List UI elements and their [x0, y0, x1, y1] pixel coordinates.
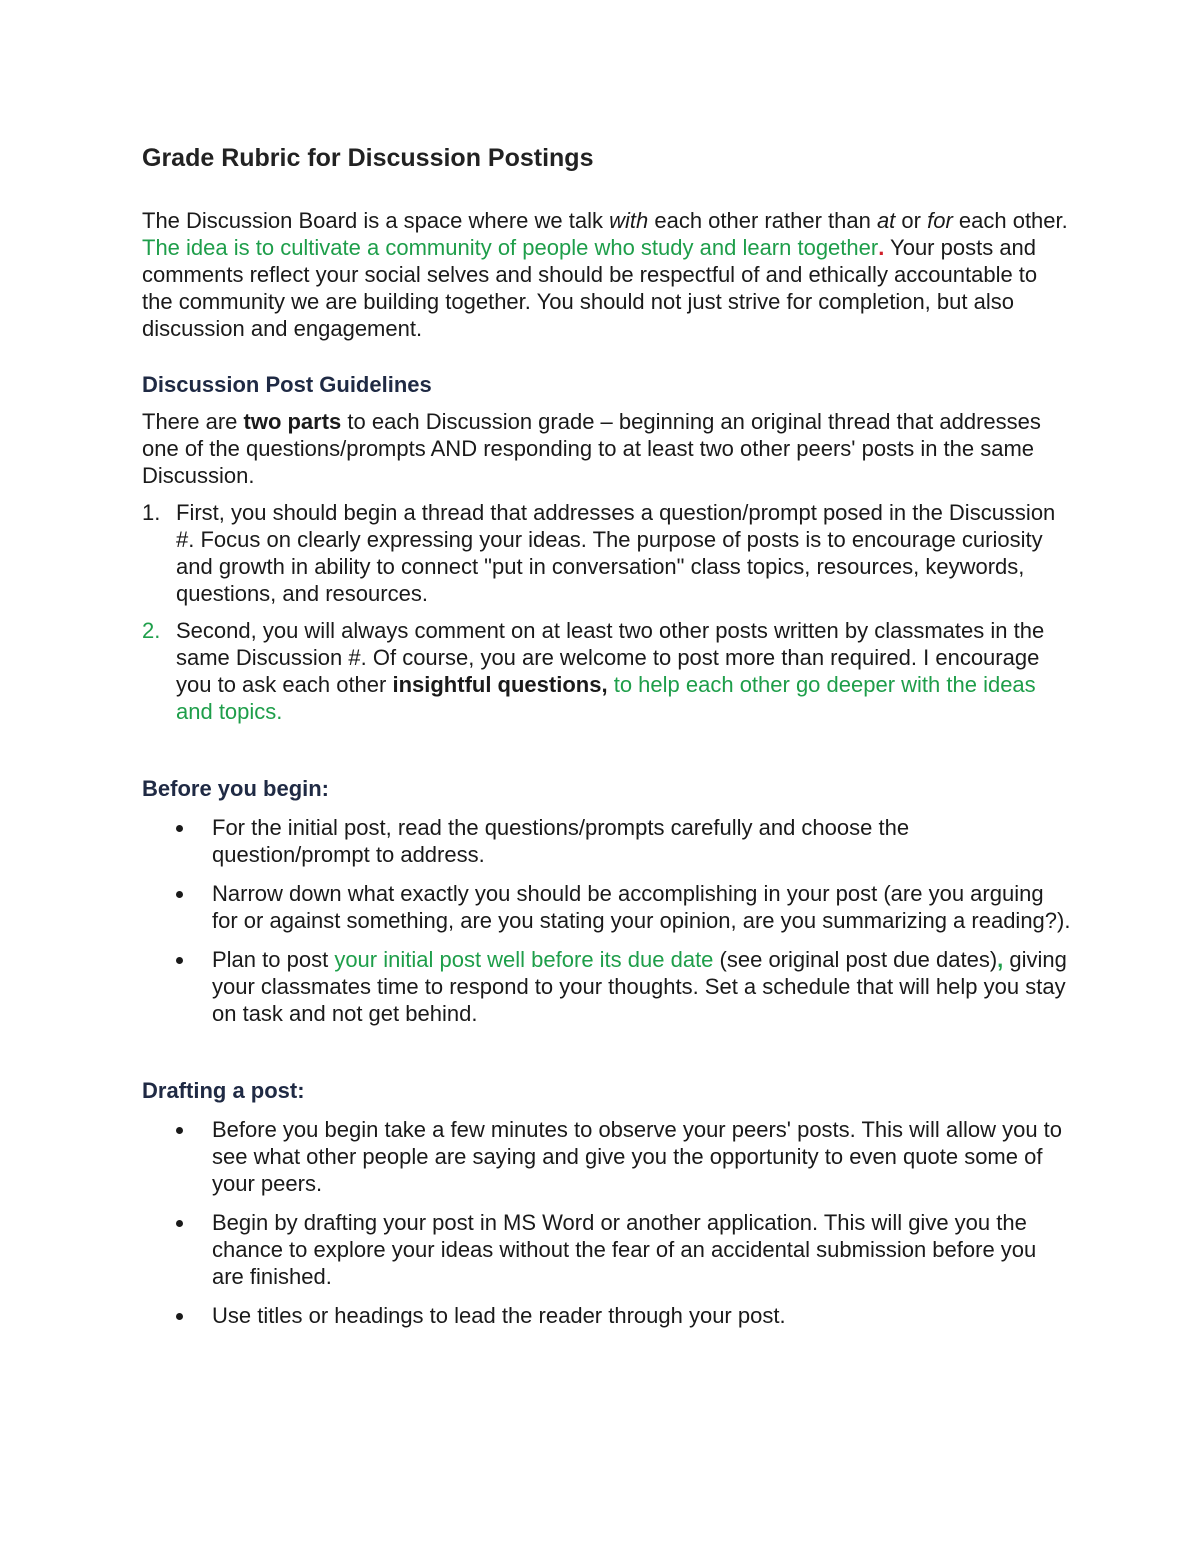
list-item [142, 617, 1072, 725]
drafting-heading: Drafting a post: [142, 1078, 305, 1103]
list-marker: 2. [142, 618, 161, 643]
guidelines-paragraph [142, 408, 1072, 489]
intro-text-1: The Discussion Board is a space where we talk [142, 208, 610, 233]
list-item [142, 1302, 1072, 1329]
guidelines-heading: Discussion Post Guidelines [142, 372, 432, 397]
list-item [142, 946, 1072, 1027]
intro-text-2: each other rather than [648, 208, 877, 233]
list-item [142, 814, 1072, 868]
intro-highlight: The idea is to cultivate a community of people who study and learn together [142, 235, 879, 260]
intro-italic-with: with [609, 208, 649, 233]
intro-paragraph [142, 207, 1072, 342]
list-item-text: Use titles or headings to lead the reader through your post. [212, 1303, 786, 1328]
list-item-text: For the initial post, read the questions/prompts carefully and choose the question/prompt to address. [212, 815, 910, 867]
intro-red-period: . [878, 235, 885, 260]
list-item-text: Narrow down what exactly you should be accomplishing in your post (are you arguing for or against something, are you stating your opinion, are you summarizing a reading?). [212, 881, 1071, 933]
list-item [142, 1116, 1072, 1197]
bullet-icon [176, 825, 183, 832]
intro-italic-at: at [876, 208, 896, 233]
list-item [142, 499, 1072, 607]
bullet-icon [176, 891, 183, 898]
list-item [142, 880, 1072, 934]
list-item-text: First, you should begin a thread that addresses a question/prompt posed in the Discussion #. Focus on clearly expressing your ideas. The purpose of posts is to encourage curiosity and growth in ability to connect "put in conversation" class topics, resources, keywords, questions, and resources. [176, 500, 1056, 606]
intro-text-4: each other. [952, 208, 1068, 233]
list-item-text: Begin by drafting your post in MS Word or another application. This will give you the chance to explore your ideas without the fear of an accidental submission before you are finished. [212, 1210, 1037, 1289]
drafting-list [142, 1116, 1072, 1329]
list-item-comma: , [601, 672, 608, 697]
intro-text-5: Your posts and comments reflect your social selves and should be respectful of and ethically accountable to the community we are building together. You should not just strive for completion, but also discussion and engagement. [142, 235, 1038, 341]
list-item-text: (see original post due dates) [713, 947, 998, 972]
intro-text-3: or [895, 208, 928, 233]
bullet-icon [176, 957, 183, 964]
list-item-highlight: to help each other go deeper with the ideas and topics. [176, 672, 1036, 724]
list-item-text: Before you begin take a few minutes to observe your peers' posts. This will allow you to see what other people are saying and give you the opportunity to even quote some of your peers. [212, 1117, 1063, 1196]
list-item-text: Plan to post [212, 947, 335, 972]
list-item [142, 1209, 1072, 1290]
bullet-icon [176, 1313, 183, 1320]
guidelines-bold-two-parts: two parts [243, 409, 342, 434]
list-marker: 1. [142, 500, 161, 525]
bullet-icon [176, 1127, 183, 1134]
document-page [142, 140, 1072, 1341]
bullet-icon [176, 1220, 183, 1227]
guidelines-text-2: to each Discussion grade – beginning an original thread that addresses one of the questions/prompts AND responding to at least two other peers' posts in the same Discussion. [142, 409, 1041, 488]
list-item-highlight: your initial post well before its due date [334, 947, 714, 972]
intro-italic-for: for [927, 208, 953, 233]
list-item-text: Second, you will always comment on at least two other posts written by classmates in the same Discussion #. Of course, you are welcome to post more than required. I encourage you to ask each other [176, 618, 1045, 697]
list-item-comma: , [997, 947, 1004, 972]
list-item-text: giving your classmates time to respond to your thoughts. Set a schedule that will help you stay on task and not get behind. [212, 947, 1067, 1026]
before-heading: Before you begin: [142, 776, 330, 801]
before-list [142, 814, 1072, 1027]
page-title: Grade Rubric for Discussion Postings [142, 144, 594, 172]
guidelines-text-1: There are [142, 409, 244, 434]
list-item-bold: insightful questions [392, 672, 602, 697]
guidelines-list [142, 499, 1072, 725]
